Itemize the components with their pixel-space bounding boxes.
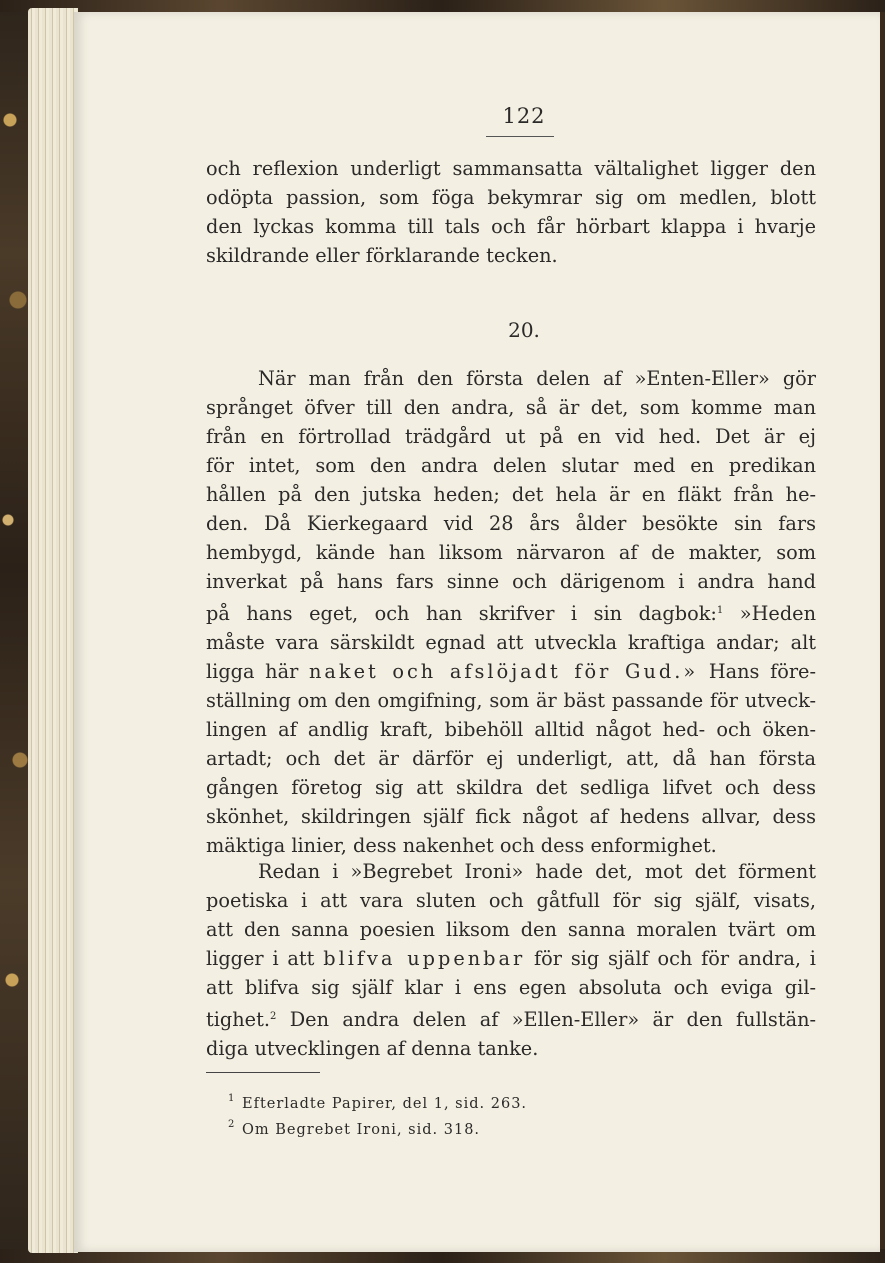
page-number-rule bbox=[486, 136, 554, 137]
text-segment: ligga här bbox=[206, 660, 299, 683]
footnote-2 bbox=[228, 1119, 481, 1140]
footnote-rule bbox=[206, 1072, 320, 1073]
text-line: När man från den första delen af »Enten-Eller» gör bbox=[258, 367, 816, 390]
text-line: mäktiga linier, dess nakenhet och dess enformighet. bbox=[206, 834, 717, 857]
text-line: den. Då Kierkegaard vid 28 års ålder besökte sin fars bbox=[206, 512, 816, 535]
book-cover-edge bbox=[0, 0, 30, 1263]
footnote-text: Om Begrebet Ironi, sid. 318. bbox=[242, 1122, 481, 1138]
text-line bbox=[206, 657, 816, 686]
text-segment: på hans eget, och han skrifver i sin dagbok: bbox=[206, 602, 717, 625]
text-line: från en förtrollad trädgård ut på en vid hed. Det är ej bbox=[206, 425, 816, 448]
paragraph-1 bbox=[206, 154, 816, 270]
text-line: diga utvecklingen af denna tanke. bbox=[206, 1037, 539, 1060]
text-line: att den sanna poesien liksom den sanna moralen tvärt om bbox=[206, 918, 816, 941]
text-line: inverkat på hans fars sinne och därigenom i andra hand bbox=[206, 570, 816, 593]
text-segment: Hans före- bbox=[708, 660, 816, 683]
paragraph-2 bbox=[206, 364, 816, 860]
text-line bbox=[206, 596, 816, 628]
footnote-mark: 2 bbox=[228, 1119, 236, 1130]
text-line bbox=[206, 1002, 816, 1034]
text-segment: Den andra delen af »Ellen-Eller» är den fullstän- bbox=[289, 1008, 816, 1031]
text-line: att blifva sig själf klar i ens egen absoluta och eviga gil- bbox=[206, 976, 816, 999]
footnote-ref: 1 bbox=[716, 605, 724, 616]
page-number: 122 bbox=[502, 104, 546, 128]
text-line: skönhet, skildringen själf fick något af hedens allvar, dess bbox=[206, 805, 816, 828]
text-line: ställning om den omgifning, som är bäst passande för utveck- bbox=[206, 689, 816, 712]
text-line: odöpta passion, som föga bekymrar sig om medlen, blott bbox=[206, 186, 816, 209]
text-segment: »Heden bbox=[739, 602, 816, 625]
text-segment: ligger i att bbox=[206, 947, 315, 970]
paragraph-3 bbox=[206, 857, 816, 1063]
emphasis-text: blifva uppenbar bbox=[323, 947, 526, 970]
text-line bbox=[206, 944, 816, 973]
text-line: för intet, som den andra delen slutar med en predikan bbox=[206, 454, 816, 477]
footnote-text: Efterladte Papirer, del 1, sid. 263. bbox=[242, 1096, 528, 1112]
text-line: språnget öfver till den andra, så är det, som komme man bbox=[206, 396, 816, 419]
text-line: hembygd, kände han liksom närvaron af de makter, som bbox=[206, 541, 816, 564]
text-line: skildrande eller förklarande tecken. bbox=[206, 244, 558, 267]
footnote-mark: 1 bbox=[228, 1093, 236, 1104]
page-stack-edges bbox=[28, 8, 78, 1253]
book-top-edge bbox=[0, 0, 885, 12]
text-line: artadt; och det är därför ej underligt, att, då han första bbox=[206, 747, 816, 770]
text-line: poetiska i att vara sluten och gåtfull för sig själf, visats, bbox=[206, 889, 816, 912]
emphasis-text: naket och afslöjadt för Gud.» bbox=[308, 660, 699, 683]
text-segment: tighet. bbox=[206, 1008, 270, 1031]
footnote-ref: 2 bbox=[269, 1011, 277, 1022]
text-line: måste vara särskildt egnad att utveckla kraftiga andar; alt bbox=[206, 631, 816, 654]
book-page bbox=[74, 12, 880, 1252]
text-line: gången företog sig att skildra det sedliga lifvet och dess bbox=[206, 776, 816, 799]
text-line: den lyckas komma till tals och får hörbart klappa i hvarje bbox=[206, 215, 816, 238]
section-number: 20. bbox=[508, 318, 540, 342]
text-line: lingen af andlig kraft, bibehöll alltid något hed- och öken- bbox=[206, 718, 816, 741]
text-segment: för sig själf och för andra, i bbox=[534, 947, 816, 970]
text-line: och reflexion underligt sammansatta vältalighet ligger den bbox=[206, 157, 816, 180]
footnote-1 bbox=[228, 1093, 528, 1114]
text-line: hållen på den jutska heden; det hela är en fläkt från he- bbox=[206, 483, 816, 506]
text-line: Redan i »Begrebet Ironi» hade det, mot det förment bbox=[258, 860, 816, 883]
